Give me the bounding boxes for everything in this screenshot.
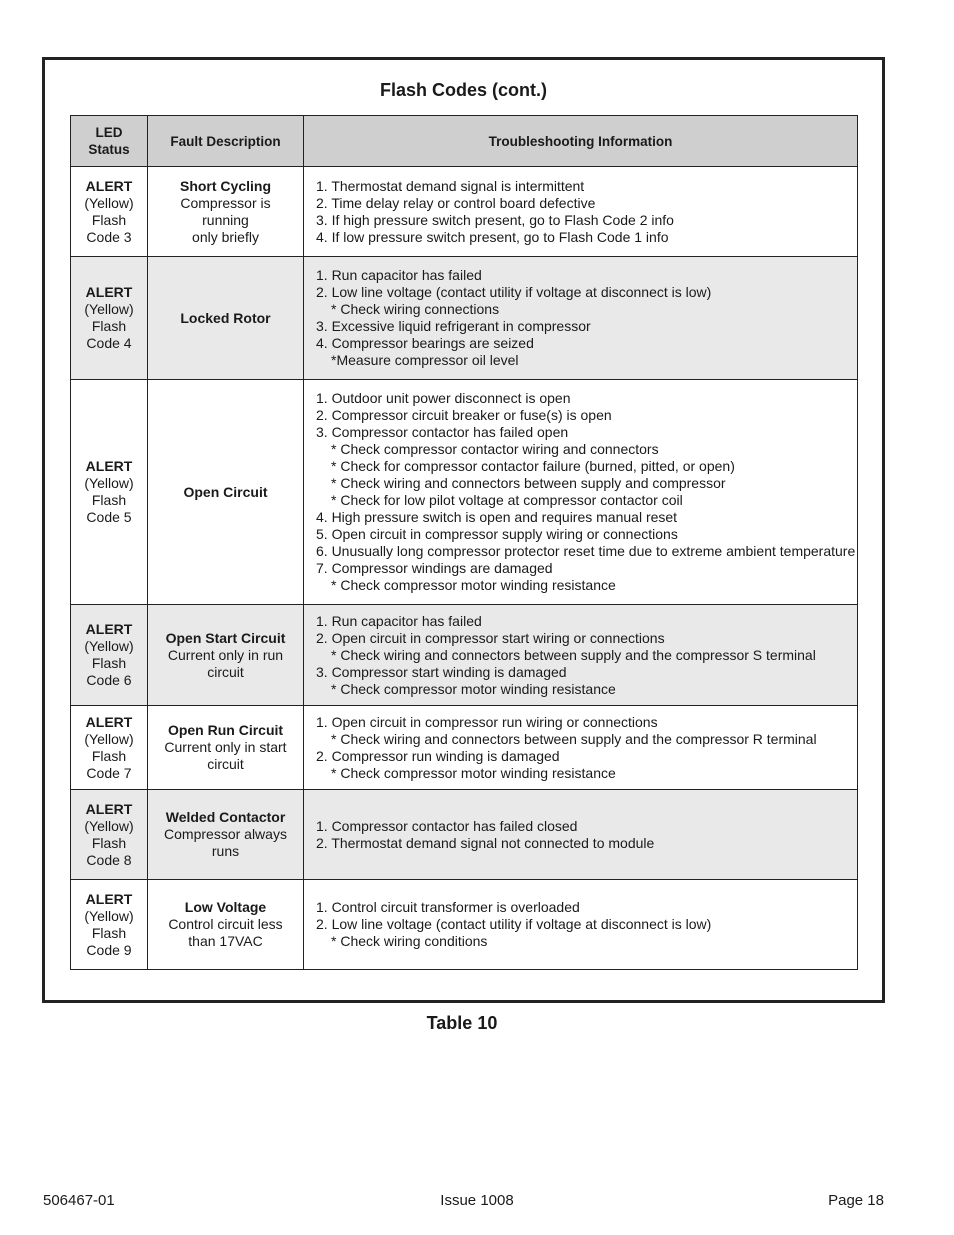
fault-detail: Compressor is (180, 194, 271, 211)
led-flash: Flash (91, 655, 127, 671)
led-code: Code 3 (86, 228, 132, 245)
fault-title: Open Circuit (183, 483, 268, 500)
troubleshooting-item: * Check for low pilot voltage at compressor contactor coil (331, 492, 683, 508)
fault-detail: running (202, 211, 249, 228)
led-status-cell (71, 790, 148, 880)
fault-title: Low Voltage (184, 899, 267, 915)
table-row (71, 257, 858, 380)
led-alert: ALERT (85, 713, 133, 730)
doc-number: 506467-01 (43, 1192, 115, 1209)
troubleshooting-item: 1. Control circuit transformer is overloaded (316, 899, 580, 915)
troubleshooting-cell (304, 167, 858, 257)
header-fault-description: Fault Description (148, 116, 304, 167)
troubleshooting-item: 2. Open circuit in compressor start wiring or connections (316, 629, 665, 646)
troubleshooting-item: 2. Thermostat demand signal not connected to module (316, 834, 655, 851)
troubleshooting-item: 3. Excessive liquid refrigerant in compressor (316, 318, 591, 334)
fault-detail: Control circuit less (168, 916, 283, 932)
led-flash: Flash (91, 211, 127, 228)
led-alert: ALERT (85, 284, 133, 300)
table-frame (42, 57, 885, 1003)
led-color: (Yellow) (84, 730, 134, 747)
fault-detail: circuit (207, 756, 244, 772)
led-flash: Flash (91, 318, 127, 334)
led-flash: Flash (91, 747, 127, 764)
fault-title: Open Start Circuit (165, 629, 286, 646)
troubleshooting-cell (304, 790, 858, 880)
table-row (71, 167, 858, 257)
table-header-row (71, 116, 858, 167)
issue-number: Issue 1008 (440, 1192, 514, 1209)
led-color: (Yellow) (84, 475, 134, 491)
led-status-cell (71, 880, 148, 970)
table-row (71, 380, 858, 605)
led-status-cell (71, 380, 148, 605)
troubleshooting-item: 1. Run capacitor has failed (316, 267, 482, 283)
troubleshooting-cell (304, 380, 858, 605)
fault-detail: circuit (207, 663, 244, 680)
troubleshooting-item: * Check wiring and connectors between supply and compressor (331, 475, 726, 491)
led-code: Code 7 (86, 764, 132, 781)
led-color: (Yellow) (84, 194, 134, 211)
led-status-cell (71, 257, 148, 380)
fault-detail: Current only in start (164, 739, 287, 755)
fault-description-cell (148, 880, 304, 970)
led-color: (Yellow) (84, 817, 134, 834)
troubleshooting-item: 1. Outdoor unit power disconnect is open (316, 390, 571, 406)
led-status-cell (71, 605, 148, 706)
header-led-status: LED Status (71, 116, 148, 167)
table-row (71, 790, 858, 880)
led-code: Code 9 (86, 941, 132, 958)
table-row (71, 880, 858, 970)
fault-detail: Compressor always (164, 826, 287, 842)
header-troubleshooting: Troubleshooting Information (304, 116, 858, 167)
troubleshooting-item: 7. Compressor windings are damaged (316, 560, 553, 576)
troubleshooting-item: 2. Low line voltage (contact utility if voltage at disconnect is low) (316, 284, 712, 300)
fault-description-cell (148, 257, 304, 380)
page-title: Flash Codes (cont.) (379, 80, 547, 100)
troubleshooting-item: 2. Compressor circuit breaker or fuse(s) is open (316, 407, 612, 423)
fault-detail: only briefly (192, 228, 259, 245)
troubleshooting-cell (304, 880, 858, 970)
fault-title: Welded Contactor (165, 809, 286, 825)
led-flash: Flash (91, 492, 127, 508)
troubleshooting-item: 2. Compressor run winding is damaged (316, 747, 560, 764)
fault-detail: runs (211, 843, 240, 859)
led-alert: ALERT (85, 621, 133, 637)
troubleshooting-cell (304, 706, 858, 790)
troubleshooting-item: 4. Compressor bearings are seized (316, 335, 534, 351)
led-status-cell (71, 706, 148, 790)
troubleshooting-item: 3. Compressor start winding is damaged (316, 663, 567, 680)
troubleshooting-item: * Check wiring conditions (331, 933, 488, 949)
troubleshooting-item: * Check for compressor contactor failure (burned, pitted, or open) (331, 458, 735, 474)
troubleshooting-item: * Check wiring and connectors between supply and the compressor R terminal (331, 730, 817, 747)
led-code: Code 6 (86, 672, 132, 688)
led-color: (Yellow) (84, 907, 134, 924)
fault-detail: than 17VAC (188, 933, 263, 949)
troubleshooting-item: 1. Run capacitor has failed (316, 612, 482, 629)
table-row (71, 706, 858, 790)
fault-description-cell (148, 605, 304, 706)
led-code: Code 8 (86, 851, 132, 868)
troubleshooting-item: 6. Unusually long compressor protector reset time due to extreme ambient temperature (316, 543, 856, 559)
troubleshooting-cell (304, 605, 858, 706)
fault-title: Locked Rotor (180, 309, 271, 326)
troubleshooting-item: * Check wiring and connectors between supply and the compressor S terminal (331, 646, 816, 663)
fault-title: Open Run Circuit (167, 722, 284, 738)
troubleshooting-item: 3. Compressor contactor has failed open (316, 424, 569, 440)
table-row (71, 605, 858, 706)
led-code: Code 4 (86, 335, 132, 351)
fault-description-cell (148, 167, 304, 257)
troubleshooting-item: 1. Compressor contactor has failed closed (316, 817, 578, 834)
fault-title: Short Cycling (179, 177, 271, 194)
troubleshooting-item: * Check compressor motor winding resistance (331, 680, 616, 697)
troubleshooting-cell (304, 257, 858, 380)
troubleshooting-item: 2. Low line voltage (contact utility if voltage at disconnect is low) (316, 916, 712, 932)
led-color: (Yellow) (84, 301, 134, 317)
troubleshooting-item: * Check compressor motor winding resistance (331, 577, 616, 593)
fault-description-cell (148, 380, 304, 605)
troubleshooting-item: 3. If high pressure switch present, go to Flash Code 2 info (316, 211, 674, 228)
troubleshooting-item: 1. Thermostat demand signal is intermittent (316, 177, 585, 194)
led-alert: ALERT (85, 800, 133, 817)
troubleshooting-item: * Check compressor motor winding resistance (331, 764, 616, 781)
led-code: Code 5 (86, 509, 132, 525)
fault-detail: Current only in run (167, 646, 284, 663)
troubleshooting-item: 5. Open circuit in compressor supply wiring or connections (316, 526, 678, 542)
led-status-cell (71, 167, 148, 257)
troubleshooting-item: 2. Time delay relay or control board defective (316, 194, 596, 211)
page-number: Page 18 (828, 1192, 884, 1209)
led-flash: Flash (91, 924, 127, 941)
flash-codes-table (70, 115, 858, 970)
troubleshooting-item: *Measure compressor oil level (331, 352, 519, 368)
led-alert: ALERT (85, 177, 133, 194)
table-caption: Table 10 (426, 1013, 498, 1033)
led-alert: ALERT (85, 890, 133, 907)
fault-description-cell (148, 706, 304, 790)
led-color: (Yellow) (84, 638, 134, 654)
fault-description-cell (148, 790, 304, 880)
troubleshooting-item: * Check wiring connections (331, 301, 500, 317)
troubleshooting-item: * Check compressor contactor wiring and connectors (331, 441, 659, 457)
led-flash: Flash (91, 834, 127, 851)
troubleshooting-item: 1. Open circuit in compressor run wiring or connections (316, 713, 658, 730)
troubleshooting-item: 4. If low pressure switch present, go to Flash Code 1 info (316, 228, 669, 245)
led-alert: ALERT (85, 458, 133, 474)
troubleshooting-item: 4. High pressure switch is open and requires manual reset (316, 509, 678, 525)
